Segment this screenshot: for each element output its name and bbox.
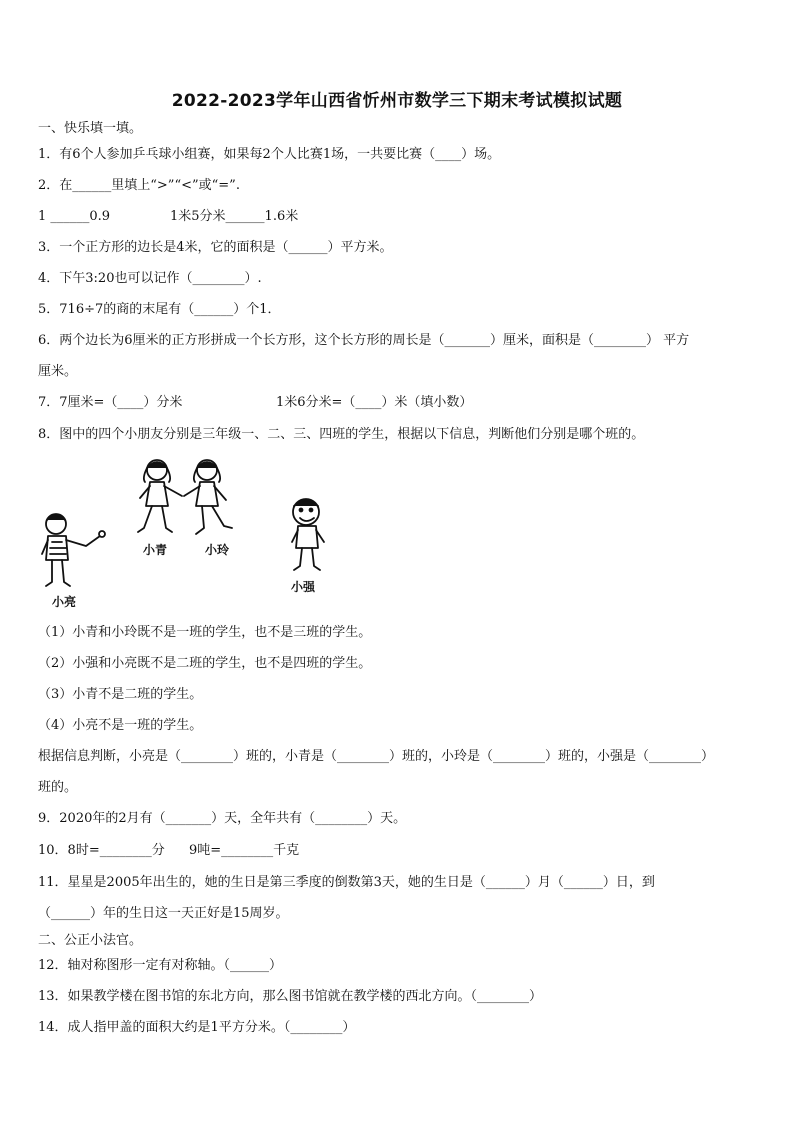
question-2b: 1米5分米______1.6米 bbox=[170, 209, 299, 224]
question-3: 3．一个正方形的边长是4米，它的面积是（______）平方米。 bbox=[38, 240, 393, 255]
section-heading-2: 二、公正小法官。 bbox=[38, 933, 143, 948]
question-6-line-2: 厘米。 bbox=[38, 364, 78, 379]
question-2a: 1 ______0.9 bbox=[38, 209, 111, 224]
question-2: 2．在______里填上“>”“<”或“=”. bbox=[38, 178, 240, 193]
question-10a: 10．8时=________分 bbox=[38, 843, 165, 858]
question-11-line-2: （______）年的生日这一天正好是15周岁。 bbox=[38, 906, 289, 921]
question-7b: 1米6分米=（____）米（填小数） bbox=[276, 395, 473, 410]
clue-3: （3）小青不是二班的学生。 bbox=[38, 687, 203, 702]
caption-xiaoling: 小玲 bbox=[205, 543, 230, 557]
question-8-answer-line-1: 根据信息判断，小亮是（________）班的，小青是（________）班的，小玲是（________）班的，小强是（________） bbox=[38, 749, 715, 764]
clue-1: （1）小青和小玲既不是一班的学生，也不是三班的学生。 bbox=[38, 625, 372, 640]
girls-illustration bbox=[130, 454, 245, 544]
clue-4: （4）小亮不是一班的学生。 bbox=[38, 718, 203, 733]
question-13: 13．如果教学楼在图书馆的东北方向，那么图书馆就在教学楼的西北方向。（________） bbox=[38, 989, 543, 1004]
question-8: 8．图中的四个小朋友分别是三年级一、二、三、四班的学生，根据以下信息，判断他们分别是哪个班的。 bbox=[38, 427, 645, 442]
question-5: 5．716÷7的商的末尾有（______）个1． bbox=[38, 302, 281, 317]
question-10b: 9吨=________千克 bbox=[189, 843, 300, 858]
caption-xiaoliang: 小亮 bbox=[52, 595, 77, 609]
question-1: 1．有6个人参加乒乓球小组赛，如果每2个人比赛1场，一共要比赛（____）场。 bbox=[38, 147, 501, 162]
boy-xiaoliang-illustration bbox=[40, 510, 120, 590]
question-6-line-1: 6．两个边长为6厘米的正方形拼成一个长方形，这个长方形的周长是（_______）厘米，面积是（________） 平方 bbox=[38, 333, 690, 348]
question-11-line-1: 11．星星是2005年出生的，她的生日是第三季度的倒数第3天，她的生日是（______）月（______）日，到 bbox=[38, 875, 655, 890]
question-14: 14．成人指甲盖的面积大约是1平方分米。（________） bbox=[38, 1020, 356, 1035]
clue-2: （2）小强和小亮既不是二班的学生，也不是四班的学生。 bbox=[38, 656, 372, 671]
question-4: 4．下午3:20也可以记作（________）. bbox=[38, 271, 262, 286]
page-title: 2022-2023学年山西省忻州市数学三下期末考试模拟试题 bbox=[171, 91, 623, 111]
question-9: 9．2020年的2月有（_______）天，全年共有（________）天。 bbox=[38, 811, 407, 826]
caption-xiaoqiang: 小强 bbox=[291, 580, 316, 594]
question-8-answer-line-2: 班的。 bbox=[38, 780, 78, 795]
question-7a: 7．7厘米=（____）分米 bbox=[38, 395, 183, 410]
section-heading-1: 一、快乐填一填。 bbox=[38, 121, 143, 136]
caption-xiaoqing: 小青 bbox=[143, 543, 168, 557]
boy-xiaoqiang-illustration bbox=[284, 496, 334, 572]
question-12: 12．轴对称图形一定有对称轴。（______） bbox=[38, 958, 283, 973]
